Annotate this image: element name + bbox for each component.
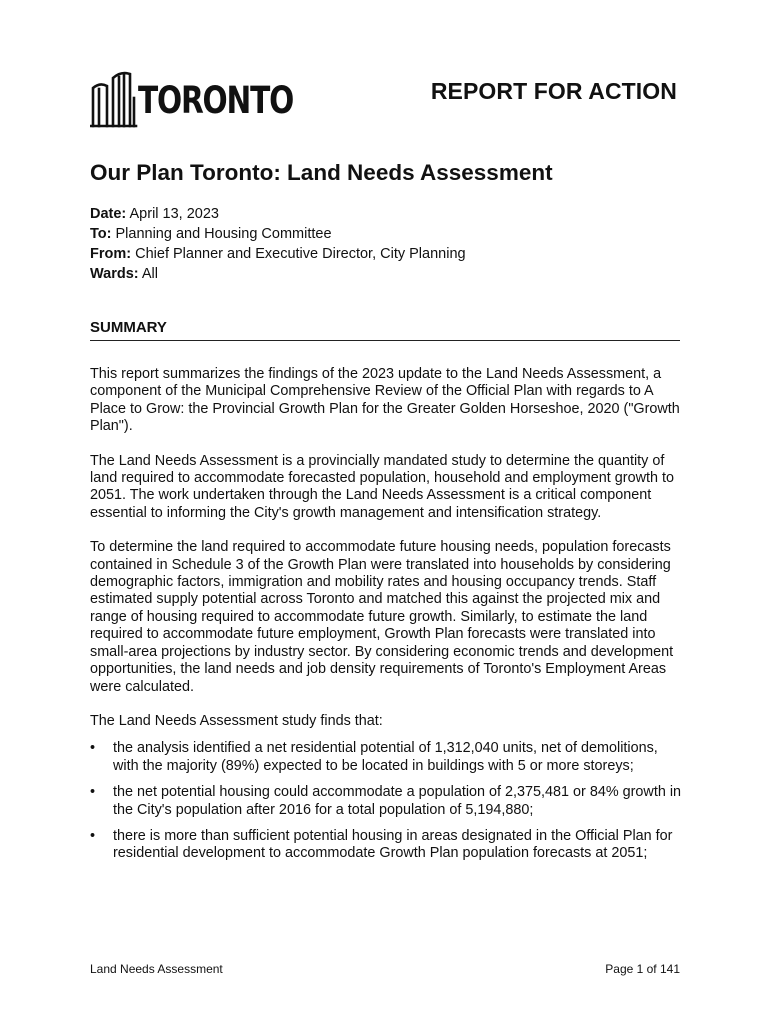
meta-value: Planning and Housing Committee [115, 226, 332, 242]
findings-list [90, 740, 682, 862]
footer-document-name: Land Needs Assessment [90, 962, 223, 976]
list-item [90, 740, 682, 775]
bullet-icon: • [90, 784, 96, 801]
bullet-icon: • [90, 740, 96, 757]
meta-wards [90, 264, 466, 284]
list-item [90, 828, 682, 863]
paragraph: To determine the land required to accommodate future housing needs, population forecasts contained in Schedule 3 of the Growth Plan were translated into households by considering demographic factors, immigration and mobility rates and housing occupancy trends. Staff estimated supply potential across Toronto and matched this against the projected mix and range of housing required to accommodate future growth. Similarly, to estimate the land required to accommodate future employment, Growth Plan forecasts were translated into small-area projections by industry sector. By considering economic trends and development opportunities, the land needs and job density requirements of Toronto's Employment Areas were calculated. [90, 539, 674, 695]
meta-date [90, 204, 466, 224]
paragraph: The Land Needs Assessment study finds that: [90, 712, 383, 729]
footer-page-number: Page 1 of 141 [605, 962, 680, 976]
meta-value: Chief Planner and Executive Director, City Planning [135, 246, 466, 262]
city-hall-icon [90, 68, 138, 130]
list-item-text: the net potential housing could accommodate a population of 2,375,481 or 84% growth in the City's population after 2016 for a total population of 5,194,880; [113, 784, 682, 818]
meta-value: April 13, 2023 [129, 206, 219, 222]
bullet-icon: • [90, 827, 96, 844]
paragraph: This report summarizes the findings of the 2023 update to the Land Needs Assessment, a component of the Municipal Comprehensive Review of the Official Plan with regards to A Place to Grow: the Provincial Growth Plan for the Greater Golden Horseshoe, 2020 ("Growth Plan"). [90, 366, 680, 435]
toronto-logo [90, 68, 294, 130]
paragraph: The Land Needs Assessment is a provincially mandated study to determine the quantity of land required to accommodate forecasted population, household and employment growth to 2051. The work undertaken through the Land Needs Assessment is a critical component essential to informing the City's growth management and intensification strategy. [90, 452, 674, 521]
section-heading-summary: SUMMARY [90, 319, 680, 341]
report-meta [90, 204, 466, 284]
meta-label: To: [90, 226, 112, 242]
meta-to [90, 224, 466, 244]
list-item [90, 784, 682, 819]
list-item-text: the analysis identified a net residential potential of 1,312,040 units, net of demolitions, with the majority (89%) expected to be located in buildings with 5 or more storeys; [113, 740, 658, 774]
meta-label: Date: [90, 206, 127, 222]
report-type-label: REPORT FOR ACTION [430, 78, 677, 104]
summary-body [90, 366, 682, 872]
meta-label: Wards: [90, 266, 139, 282]
meta-label: From: [90, 246, 132, 262]
meta-value: All [141, 266, 158, 282]
meta-from [90, 244, 466, 264]
page-title: Our Plan Toronto: Land Needs Assessment [90, 160, 553, 185]
list-item-text: there is more than sufficient potential housing in areas designated in the Official Plan for residential development to accommodate Growth Plan population forecasts at 2051; [113, 827, 673, 862]
logo-wordmark: TORONTO [138, 79, 294, 122]
